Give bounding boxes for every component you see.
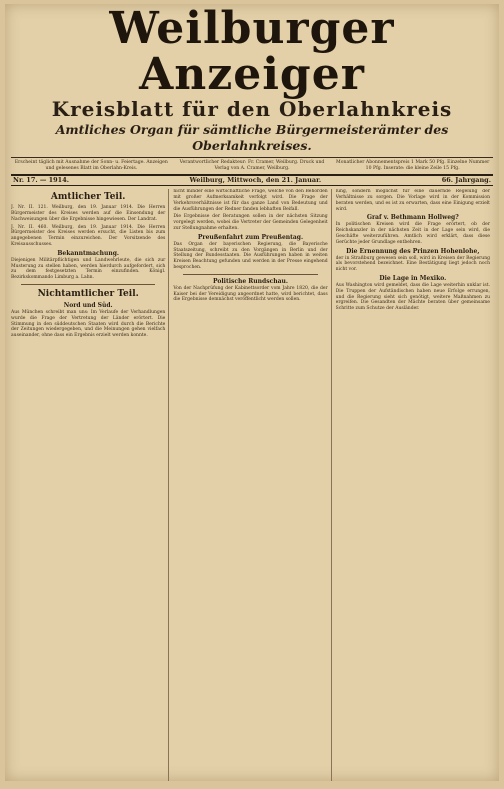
subheading-rundschau: Politische Rundschau.	[213, 277, 288, 285]
official-organ-line: Amtliches Organ für sämtliche Bürgermeisterämter des Oberlahnkreises.	[55, 122, 449, 153]
column-3	[336, 189, 493, 781]
section-title-unofficial: Nichtamtlicher Teil.	[37, 288, 139, 299]
subheading-preussentag: Preußenfahrt zum Preußentag.	[197, 233, 304, 241]
info-right: Monatlicher Abonnementspreis 1 Mark 50 Pfg. Einzelne Nummer 10 Pfg. Inserate: die kleine Zeile 15 Pfg.	[336, 160, 490, 171]
subheading-bethmann: Graf v. Bethmann Hollweg?	[366, 214, 459, 222]
article-continued: lung, sondern möglichst für eine dauernde Regelung der Verhältnisse zu sorgen. Die Vorlage wird in der Kommission beraten werden, und es ist zu erwarten, dass eine Einigung erzielt wird.	[335, 189, 490, 212]
subheading-nord-sued: Nord und Süd.	[63, 301, 113, 309]
divider	[21, 284, 155, 285]
article-mexiko: Aus Washington wird gemeldet, dass die Lage weiterhin unklar ist. Die Truppen der Aufständischen haben neue Erfolge errungen, und die Regierung sieht sich genötigt, weitere Maßnahmen zu ergreifen. Die Gesandten der Mächte beraten über gemeinsame Schritte zum Schutze der Ausländer.	[335, 282, 490, 312]
article-bethmann: In politischen Kreisen wird die Frage erörtert, ob der Reichskanzler in der nächsten Zeit in der Lage sein wird, die Geschäfte weiterzuführen. Amtlich wird erklärt, dass diese Gerüchte jeder Grundlage entbehren.	[335, 222, 490, 245]
article-preussentag: Das Organ der bayerischen Regierung, die Bayerische Staatszeitung, schreibt zu den Vorgängen in Berlin und der Stellung der Bundesstaaten. Die Ausführungen haben in weiten Kreisen Beachtung gefunden und werden in der Presse eingehend besprochen.	[173, 241, 328, 270]
article-paragraph: Die Ergebnisse der Beratungen sollen in der nächsten Sitzung vorgelegt werden, wobei die Vertreter der Gemeinden Gelegenheit zur Stellungnahme erhalten.	[173, 214, 328, 231]
masthead-title: Weilburger Anzeiger	[109, 4, 395, 100]
column-1	[11, 189, 169, 781]
subheading-mexiko: Die Lage in Mexiko.	[379, 274, 447, 282]
publisher-info	[11, 157, 493, 171]
subheading-hohenlohe: Die Ernennung des Prinzen Hohenlohe,	[346, 247, 480, 255]
notice-2: J. Nr. II. 460. Weilburg, den 19. Januar 1914. Die Herren Bürgermeister des Kreises werden ersucht, die Listen bis zum angegebenen Termin einzureichen. Der Vorsitzende des Kreisausschusses.	[11, 224, 166, 247]
article-rundschau: Von der Nachprüfung der Kabinettsorder vom Jahre 1820, die der Kaiser bei der Vereidigung angeordnet hatte, wird berichtet, dass die Ergebnisse demnächst veröffentlicht werden sollen.	[173, 285, 328, 303]
issue-year: 66. Jahrgang.	[441, 176, 491, 185]
info-left: Erscheint täglich mit Ausnahme der Sonn- u. Feiertage. Anzeigen und gelesenes Blatt im Oberlahn-Kreis.	[14, 160, 168, 171]
issue-bar	[11, 174, 493, 186]
issue-number: Nr. 17. — 1914.	[13, 176, 69, 185]
info-center: Verantwortlicher Redakteur: Fr. Cramer, Weilburg. Druck und Verlag von A. Cramer, Weilburg.	[179, 160, 325, 171]
issue-date: Weilburg, Mittwoch, den 21. Januar.	[189, 176, 322, 185]
masthead-subtitle: Kreisblatt für den Oberlahnkreis	[51, 97, 453, 121]
newspaper-page	[5, 4, 499, 781]
section-title-official: Amtlicher Teil.	[50, 192, 126, 203]
divider	[183, 274, 317, 275]
notice-1: J. Nr. II. 121. Weilburg, den 19. Januar 1914. Die Herren Bürgermeister des Kreises werden auf die Einsendung der Nachweisungen über die Ergebnisse hingewiesen. Der Landrat.	[11, 205, 166, 222]
article-nord-sued: Aus München schreibt man uns: Im Verlaufe der Verhandlungen wurde die Frage der Vertretung der Länder erörtert. Die Stimmung in den süddeutschen Staaten wird durch die Berichte der Zeitungen wiedergegeben, und die Meinungen gehen vielfach auseinander, ohne dass ein Ergebnis erzielt werden konnte.	[11, 309, 166, 339]
column-2	[173, 189, 331, 781]
article-columns	[11, 189, 493, 781]
notice-3: Diejenigen Militärpflichtigen und Landwehrleute, die sich zur Musterung zu stellen haben, werden hierdurch aufgefordert, sich zu dem festgesetzten Termin einzufinden. Königl. Bezirkskommando Limburg a. Lahn.	[11, 257, 166, 281]
subheading-bekanntmachung: Bekanntmachung.	[57, 249, 120, 257]
article-continued: nicht minder eine wirtschaftliche Frage, welche von den Behörden mit großer Aufmerksamkeit verfolgt wird. Die Frage der Verkehrsverhältnisse ist für das ganze Land von Bedeutung und die Ausführungen der Redner fanden lebhaften Beifall.	[173, 189, 328, 212]
article-hohenlohe: der in Straßburg gewesen sein soll, wird in Kreisen der Regierung als bevorstehend bezeichnet. Eine Bestätigung liegt jedoch noch nicht vor.	[335, 255, 490, 273]
